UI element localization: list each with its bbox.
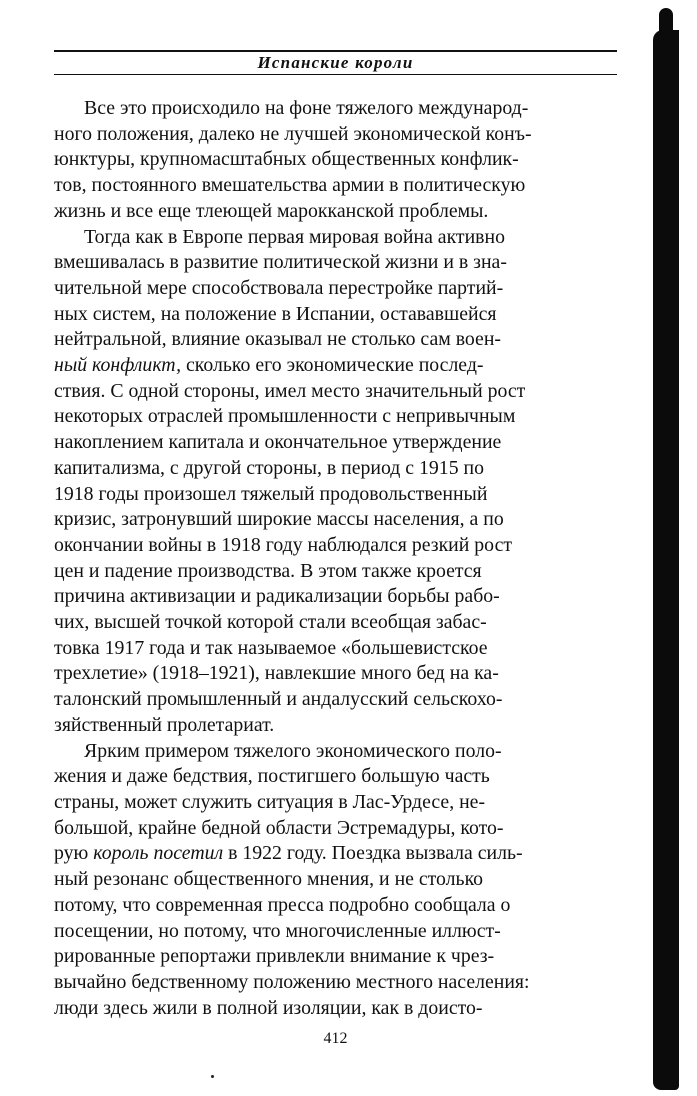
paragraph-2-text-after: сколько его экономические послед- ствия. С одной стороны, имел место значительный рост некоторых отраслей промышленности с непривычным накоплением капитала и окончательное утверждение капитализма, с другой стороны, в период с 1915 по 1918 годы произошел тяжелый продовольственный кризис, затронувший широкие массы населения, а по окончании войны в 1918 году наблюдался резкий рост цен и падение производства. В этом также кроется причина активизации и радикализации борьбы рабо- чих, высшей точкой которой стали всеобщая забас- товка 1917 года и так называемое «большевистское трехлетие» (1918–1921), навлекшие много бед на ка- талонский промышленный и андалусский сельскохо- зяйственный пролетариат. (54, 354, 526, 736)
running-head: Испанские короли (257, 53, 414, 72)
header-bottom-rule (54, 74, 617, 75)
paragraph-3-text-before: Ярким примером тяжелого экономического поло- жения и даже бедствия, постигшего большую часть страны, может служить ситуация в Лас-Урдесе, не- большой, крайне бедной области Эстремадуры, кото- рую (54, 739, 504, 865)
print-speck (211, 1075, 214, 1078)
body-text (54, 96, 617, 1021)
paragraph-2-text-before: Тогда как в Европе первая мировая война активно вмешивалась в развитие политической жизни и в зна- чительной мере способствовала перестройке партий- ных систем, на положение в Испании, остававшейся нейтральной, влияние оказывал не столько сам воен- (54, 225, 507, 351)
paragraph-3 (54, 739, 617, 1022)
page-number: 412 (323, 1030, 348, 1047)
header-top-rule (54, 50, 617, 52)
paragraph-1 (54, 96, 617, 225)
paragraph-3-text-after: в 1922 году. Поездка вызвала силь- ный резонанс общественного мнения, и не столько потому, что современная пресса подробно сообщала о посещении, но потому, что многочисленные иллюст- рированные репортажи привлекли внимание к чрез- вычайно бедственному положению местного населения: люди здесь жили в полной изоляции, как в доисто- (54, 842, 530, 1019)
page-edge-shadow (653, 30, 679, 1090)
paragraph-1-text: Все это происходило на фоне тяжелого международ- ного положения, далеко не лучшей экономической конъ- юнктуры, крупномасштабных общественных конфлик- тов, постоянного вмешательства армии в политическую жизнь и все еще тлеющей марокканской проблемы. (54, 97, 532, 222)
paragraph-2-italic-phrase: ный конфликт, (54, 354, 182, 377)
paragraph-2 (54, 225, 617, 739)
paragraph-3-italic-phrase: король посетил (93, 842, 224, 865)
